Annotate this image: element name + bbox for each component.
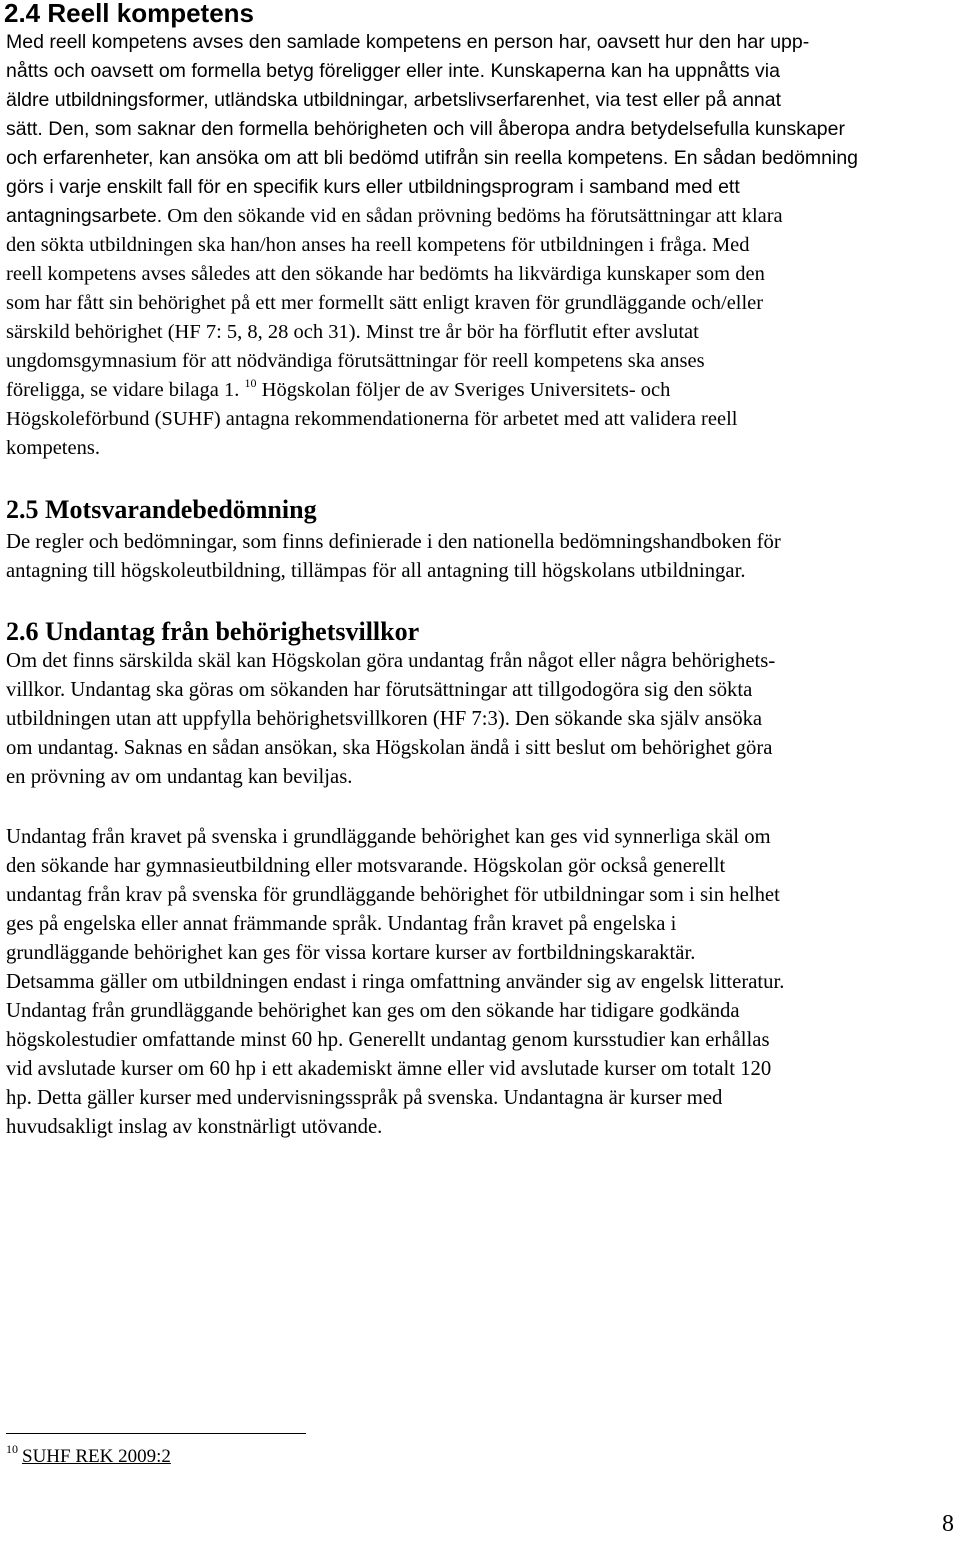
paragraph-reell-kompetens [6, 28, 936, 463]
text-line: görs i varje enskilt fall för en specifik kurs eller utbildningsprogram i samband med ett [6, 176, 740, 198]
text-line: huvudsakligt inslag av konstnärligt utövande. [6, 1116, 383, 1138]
paragraph-undantag-2 [6, 823, 951, 1142]
text-line: äldre utbildningsformer, utländska utbildningar, arbetslivserfarenhet, via test eller på annat [6, 89, 782, 111]
text-line: utbildningen utan att uppfylla behörighetsvillkoren (HF 7:3). Den sökande ska själv ansöka [6, 708, 763, 730]
text-line: Om det finns särskilda skäl kan Högskolan göra undantag från något eller några behörighets- [6, 650, 776, 672]
text-line: Undantag från kravet på svenska i grundläggande behörighet kan ges vid synnerliga skäl om [6, 826, 771, 848]
footnote-number: 10 [6, 1442, 18, 1456]
text-line: nåtts och oavsett om formella betyg föreligger eller inte. Kunskaperna kan ha uppnåtts via [6, 60, 780, 82]
page-number: 8 [942, 1511, 954, 1537]
text-line: som har fått sin behörighet på ett mer formellt sätt enligt kraven för grundläggande och/eller [6, 292, 764, 314]
section-heading-2-4: 2.4 Reell kompetens [4, 0, 254, 28]
text-line: Med reell kompetens avses den samlade kompetens en person har, oavsett hur den har upp- [6, 31, 810, 53]
text-line: De regler och bedömningar, som finns definierade i den nationella bedömningshandboken för [6, 531, 781, 553]
paragraph-motsvarandebedomning [6, 528, 951, 586]
text-line: och erfarenheter, kan ansöka om att bli bedömd utifrån sin reella kompetens. En sådan bedömning [6, 147, 859, 169]
text-line: villkor. Undantag ska göras om sökanden har förutsättningar att tillgodogöra sig den sökta [6, 679, 753, 701]
text-line-mixed [6, 202, 936, 231]
text-line: särskild behörighet (HF 7: 5, 8, 28 och 31). Minst tre år bör ha förflutit efter avslutat [6, 321, 699, 343]
text-line: sätt. Den, som saknar den formella behörigheten och vill åberopa andra betydelsefulla kunskaper [6, 118, 845, 140]
text-line: Detsamma gäller om utbildningen endast i ringa omfattning använder sig av engelsk litteratur. [6, 971, 785, 993]
text-line: kompetens. [6, 437, 100, 459]
section-heading-2-6: 2.6 Undantag från behörighetsvillkor [6, 617, 420, 646]
text-line: ungdomsgymnasium för att nödvändiga förutsättningar för reell kompetens ska anses [6, 350, 705, 372]
footnote-link[interactable]: SUHF REK 2009:2 [22, 1446, 171, 1467]
text-line: antagning till högskoleutbildning, tillämpas för all antagning till högskolans utbildningar. [6, 560, 746, 582]
text-line: grundläggande behörighet kan ges för vissa kortare kurser av fortbildningskaraktär. [6, 942, 696, 964]
text-line: hp. Detta gäller kurser med undervisningsspråk på svenska. Undantagna är kurser med [6, 1087, 723, 1109]
text-line-with-footnote [6, 376, 936, 405]
text-fragment: Om den sökande vid en sådan prövning bedöms ha förutsättningar att klara [162, 205, 783, 227]
text-line: Högskoleförbund (SUHF) antagna rekommendationerna för arbetet med att validera reell [6, 408, 738, 430]
paragraph-undantag-1 [6, 647, 951, 792]
text-fragment: antagningsarbete. [6, 205, 163, 227]
text-line: ges på engelska eller annat främmande språk. Undantag från kravet på engelska i [6, 913, 677, 935]
text-line: den sökta utbildningen ska han/hon anses ha reell kompetens för utbildningen i fråga. Med [6, 234, 750, 256]
text-line: en prövning av om undantag kan beviljas. [6, 766, 353, 788]
text-line: om undantag. Saknas en sådan ansökan, ska Högskolan ändå i sitt beslut om behörighet göra [6, 737, 773, 759]
footnote [6, 1442, 171, 1470]
text-line: högskolestudier omfattande minst 60 hp. Generellt undantag genom kursstudier kan erhållas [6, 1029, 770, 1051]
footnote-reference[interactable]: 10 [244, 376, 257, 390]
text-line: undantag från krav på svenska för grundläggande behörighet för utbildningar som i sin helhet [6, 884, 780, 906]
text-fragment: föreligga, se vidare bilaga 1. [6, 379, 240, 401]
text-line: vid avslutade kurser om 60 hp i ett akademiskt ämne eller vid avslutade kurser om totalt 120 [6, 1058, 772, 1080]
text-line: Undantag från grundläggande behörighet kan ges om den sökande har tidigare godkända [6, 1000, 740, 1022]
text-line: den sökande har gymnasieutbildning eller motsvarande. Högskolan gör också generellt [6, 855, 726, 877]
text-fragment: Högskolan följer de av Sveriges Universitets- och [256, 379, 671, 401]
section-heading-2-5: 2.5 Motsvarandebedömning [6, 495, 317, 524]
text-line: reell kompetens avses således att den sökande har bedömts ha likvärdiga kunskaper som den [6, 263, 765, 285]
footnote-divider [6, 1433, 306, 1434]
